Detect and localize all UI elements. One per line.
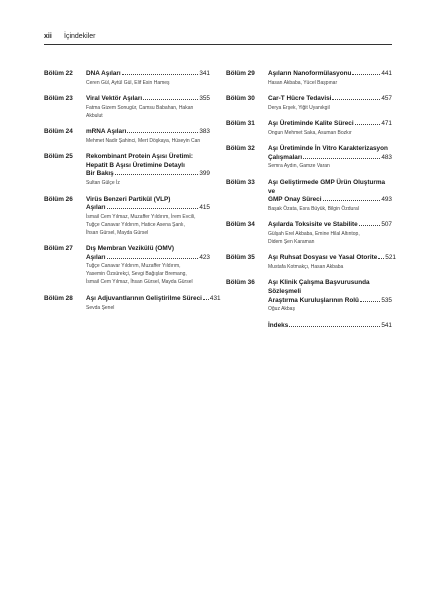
- page-ref: 341: [199, 70, 210, 77]
- author-line: Sultan Gülçe İz: [86, 180, 120, 187]
- dot-leader: [127, 132, 198, 133]
- author-line: Derya Erşek, Yiğit Uyanıkgil: [268, 104, 330, 111]
- toc-entry: [44, 245, 210, 286]
- chapter-title: [86, 245, 210, 262]
- dot-leader: [352, 74, 380, 75]
- chapter-label: Bölüm 30: [226, 95, 255, 103]
- author-line: Hasan Akbaba, Yücel Başpınar: [268, 79, 338, 86]
- page-header: [44, 33, 392, 45]
- chapter-title: [268, 279, 392, 305]
- page-number: xii: [44, 33, 52, 40]
- dot-leader: [203, 299, 209, 300]
- author-line: İsmail Cem Yılmaz, İhsan Gürsel, Mayda Gürsel: [86, 279, 193, 286]
- chapter-title: [268, 179, 392, 205]
- author-line: Tuğçe Canavar Yıldırım, Hatice Asena Şanlı,: [86, 221, 185, 228]
- chapter-title-line: Aşıların Nanoformülasyonu: [268, 70, 352, 77]
- chapter-authors: [86, 179, 210, 187]
- toc-entry: [226, 70, 392, 87]
- chapter-title-leader-row: [268, 297, 392, 306]
- chapter-label: Bölüm 25: [44, 153, 73, 161]
- toc-column-left: [44, 70, 221, 320]
- chapter-title: [86, 294, 221, 304]
- chapter-title-line: Aşıları: [86, 253, 106, 261]
- dot-leader: [107, 208, 199, 209]
- toc-entry: [226, 95, 392, 112]
- chapter-label: Bölüm 22: [44, 70, 73, 77]
- chapter-authors: [86, 104, 210, 120]
- chapter-title-line: Aşı Üretiminde Kalite Süreci: [268, 120, 354, 128]
- toc-column-right: [226, 70, 396, 339]
- author-line: Başak Özata, Esra Büyük, Bilgin Özdural: [268, 205, 359, 212]
- chapter-title-leader-row: [86, 70, 210, 79]
- chapter-authors: [86, 262, 210, 286]
- chapter-title-line: Aşı Adjuvantlarının Geliştirilme Süreci: [86, 294, 202, 302]
- author-line: Tuğçe Canavar Yıldırım, Muzaffer Yıldırım,: [86, 263, 181, 270]
- page-ref: 431: [209, 294, 221, 302]
- chapter-title: [268, 221, 392, 230]
- chapter-authors: [268, 79, 392, 87]
- page-ref: 441: [381, 70, 392, 77]
- page-ref: 423: [199, 253, 210, 261]
- toc-entry: [226, 145, 392, 170]
- page-ref: 457: [381, 95, 392, 103]
- chapter-label: Bölüm 34: [226, 221, 255, 229]
- page-ref: 521: [385, 254, 396, 262]
- toc-entry: [44, 196, 210, 237]
- author-line: Oğuz Akbaş: [268, 306, 295, 313]
- dot-leader: [122, 74, 199, 75]
- chapter-title-leader-row: [268, 70, 392, 79]
- chapter-title-line: Hepatit B Aşısı Üretimine Detaylı: [86, 161, 185, 169]
- dot-leader: [378, 258, 384, 259]
- chapter-title-leader-row: [268, 254, 396, 263]
- chapter-title-line: Rekombinant Protein Aşısı Üretimi:: [86, 153, 194, 161]
- chapter-title-leader-row: [268, 95, 392, 104]
- chapter-title-line: Car-T Hücre Tedavisi: [268, 95, 332, 103]
- page-ref: 493: [381, 196, 392, 204]
- author-line: İsmail Cem Yılmaz, Muzaffer Yıldırım, İrem Evcili,: [86, 213, 196, 220]
- chapter-title-leader-row: [268, 221, 392, 230]
- chapter-label: Bölüm 36: [226, 279, 255, 287]
- chapter-title-line: Viral Vektör Aşıları: [86, 95, 143, 103]
- toc-entry: [226, 221, 392, 246]
- chapter-title: [268, 95, 392, 104]
- chapter-authors: [268, 263, 392, 271]
- dot-leader: [359, 225, 381, 226]
- header-rule: [44, 44, 392, 45]
- toc-entry: [226, 179, 392, 213]
- chapter-title: [86, 70, 210, 79]
- chapter-title-leader-row: [86, 204, 210, 213]
- running-title: İçindekiler: [64, 33, 96, 40]
- chapter-label: Bölüm 33: [226, 178, 255, 186]
- dot-leader: [323, 200, 381, 201]
- chapter-label: Bölüm 31: [226, 120, 255, 128]
- chapter-title-line: GMP Onay Süreci: [268, 196, 322, 204]
- chapter-authors: [268, 305, 392, 313]
- chapter-label: Bölüm 32: [226, 145, 255, 153]
- toc-entry: [226, 120, 392, 137]
- chapter-title: [268, 145, 392, 162]
- chapter-title-leader-row: [268, 322, 392, 331]
- chapter-title-leader-row: [268, 196, 392, 205]
- chapter-title-line: Aşı Klinik Çalışma Başvurusunda Sözleşmeli: [268, 279, 370, 296]
- chapter-title-leader-row: [86, 128, 210, 137]
- chapter-title: [86, 95, 210, 104]
- author-line: Mustafa Kotmakçı, Hasan Akbaba: [268, 263, 344, 270]
- dot-leader: [107, 258, 199, 259]
- dot-leader: [303, 158, 380, 159]
- chapter-authors: [86, 79, 210, 87]
- author-line: İhsan Gürsel, Mayda Gürsel: [86, 229, 149, 236]
- chapter-authors: [268, 129, 392, 137]
- page-ref: 507: [381, 221, 392, 229]
- chapter-title-line: Aşı Ruhsat Dosyası ve Yasal Otorite: [268, 254, 378, 262]
- chapter-title-leader-row: [86, 294, 221, 304]
- page-ref: 471: [381, 120, 392, 128]
- dot-leader: [143, 99, 198, 100]
- page-ref: 535: [381, 296, 392, 304]
- chapter-title: [86, 128, 210, 137]
- chapter-title: [268, 70, 392, 79]
- dot-leader: [332, 99, 380, 100]
- page-ref: 541: [381, 321, 392, 329]
- chapter-authors: [86, 137, 210, 145]
- chapter-title: [86, 153, 210, 179]
- chapter-authors: [86, 213, 210, 237]
- page-ref: 415: [199, 204, 210, 212]
- toc-entry: [44, 128, 210, 145]
- page-ref: 399: [199, 170, 210, 178]
- author-line: Sevda Şenel: [86, 304, 115, 311]
- author-line: Ongun Mehmet Saka, Asuman Bozkır: [268, 129, 352, 136]
- toc-entry: [226, 322, 392, 331]
- chapter-label: Bölüm 23: [44, 95, 73, 103]
- toc-entry: [226, 254, 396, 271]
- author-line: Semra Aydın, Gamze Varan: [268, 163, 330, 170]
- chapter-title-leader-row: [86, 95, 210, 104]
- chapter-label: Bölüm 26: [44, 195, 73, 203]
- chapter-title: [268, 120, 392, 129]
- page-ref: 383: [199, 128, 210, 136]
- chapter-label: Bölüm 29: [226, 70, 255, 77]
- chapter-title-line: Çalışmaları: [268, 153, 303, 161]
- chapter-title-line: Aşı Üretiminde İn Vitro Karakterizasyon: [268, 145, 388, 153]
- chapter-authors: [268, 230, 392, 246]
- chapter-authors: [268, 162, 392, 170]
- chapter-title-line: Araştırma Kuruluşlarının Rolü: [268, 296, 359, 304]
- chapter-label: Bölüm 27: [44, 245, 73, 253]
- dot-leader: [289, 326, 380, 327]
- chapter-title: [268, 322, 392, 331]
- chapter-title-line: Aşılarda Toksisite ve Stabilite: [268, 221, 358, 229]
- dot-leader: [355, 124, 381, 125]
- chapter-title-line: Aşıları: [86, 204, 106, 212]
- toc-entry: [44, 70, 210, 87]
- chapter-title-line: Dış Membran Vezikülü (OMV): [86, 245, 175, 253]
- chapter-title-leader-row: [268, 154, 392, 163]
- chapter-authors: [268, 104, 392, 112]
- chapter-title-leader-row: [268, 120, 392, 129]
- chapter-title-leader-row: [86, 254, 210, 263]
- chapter-title-line: Virüs Benzeri Partikül (VLP): [86, 195, 171, 203]
- chapter-authors: [86, 304, 210, 312]
- chapter-title: [268, 254, 396, 263]
- dot-leader: [115, 174, 199, 175]
- toc-entry: [44, 153, 210, 187]
- chapter-title-line: mRNA Aşıları: [86, 128, 127, 136]
- chapter-title-line: DNA Aşıları: [86, 70, 121, 77]
- page-ref: 483: [381, 153, 392, 161]
- author-line: Fatma Gizem Sonugür, Camsu Babahan, Hakan Akbulut: [86, 104, 194, 119]
- toc-entry: [44, 95, 210, 120]
- chapter-title-line: Aşı Geliştirmede GMP Ürün Oluşturma ve: [268, 178, 386, 195]
- chapter-label: Bölüm 24: [44, 128, 73, 136]
- author-line: Gülşah Erel Akbaba, Emine Hilal Altıntop,: [268, 230, 360, 237]
- chapter-label: Bölüm 35: [226, 254, 255, 262]
- chapter-title-line: Bir Bakış: [86, 170, 114, 178]
- chapter-title-line: İndeks: [268, 321, 289, 329]
- author-line: Ceren Gül, Aytül Gül, Elif Esin Hameş: [86, 79, 170, 86]
- author-line: Didem Şen Karaman: [268, 238, 315, 245]
- chapter-label: Bölüm 28: [44, 294, 73, 302]
- author-line: Yasemin Özsürekçi, Sevgi Bağışlar Bremang,: [86, 271, 187, 278]
- toc-entry: [44, 294, 221, 312]
- dot-leader: [360, 301, 380, 302]
- page-ref: 355: [199, 95, 210, 103]
- toc-entry: [226, 279, 392, 313]
- chapter-title-leader-row: [86, 170, 210, 179]
- author-line: Mehmet Nadir Şahinci, Mert Döşkaya, Hüseyin Can: [86, 137, 201, 144]
- chapter-authors: [268, 205, 392, 213]
- chapter-title: [86, 196, 210, 213]
